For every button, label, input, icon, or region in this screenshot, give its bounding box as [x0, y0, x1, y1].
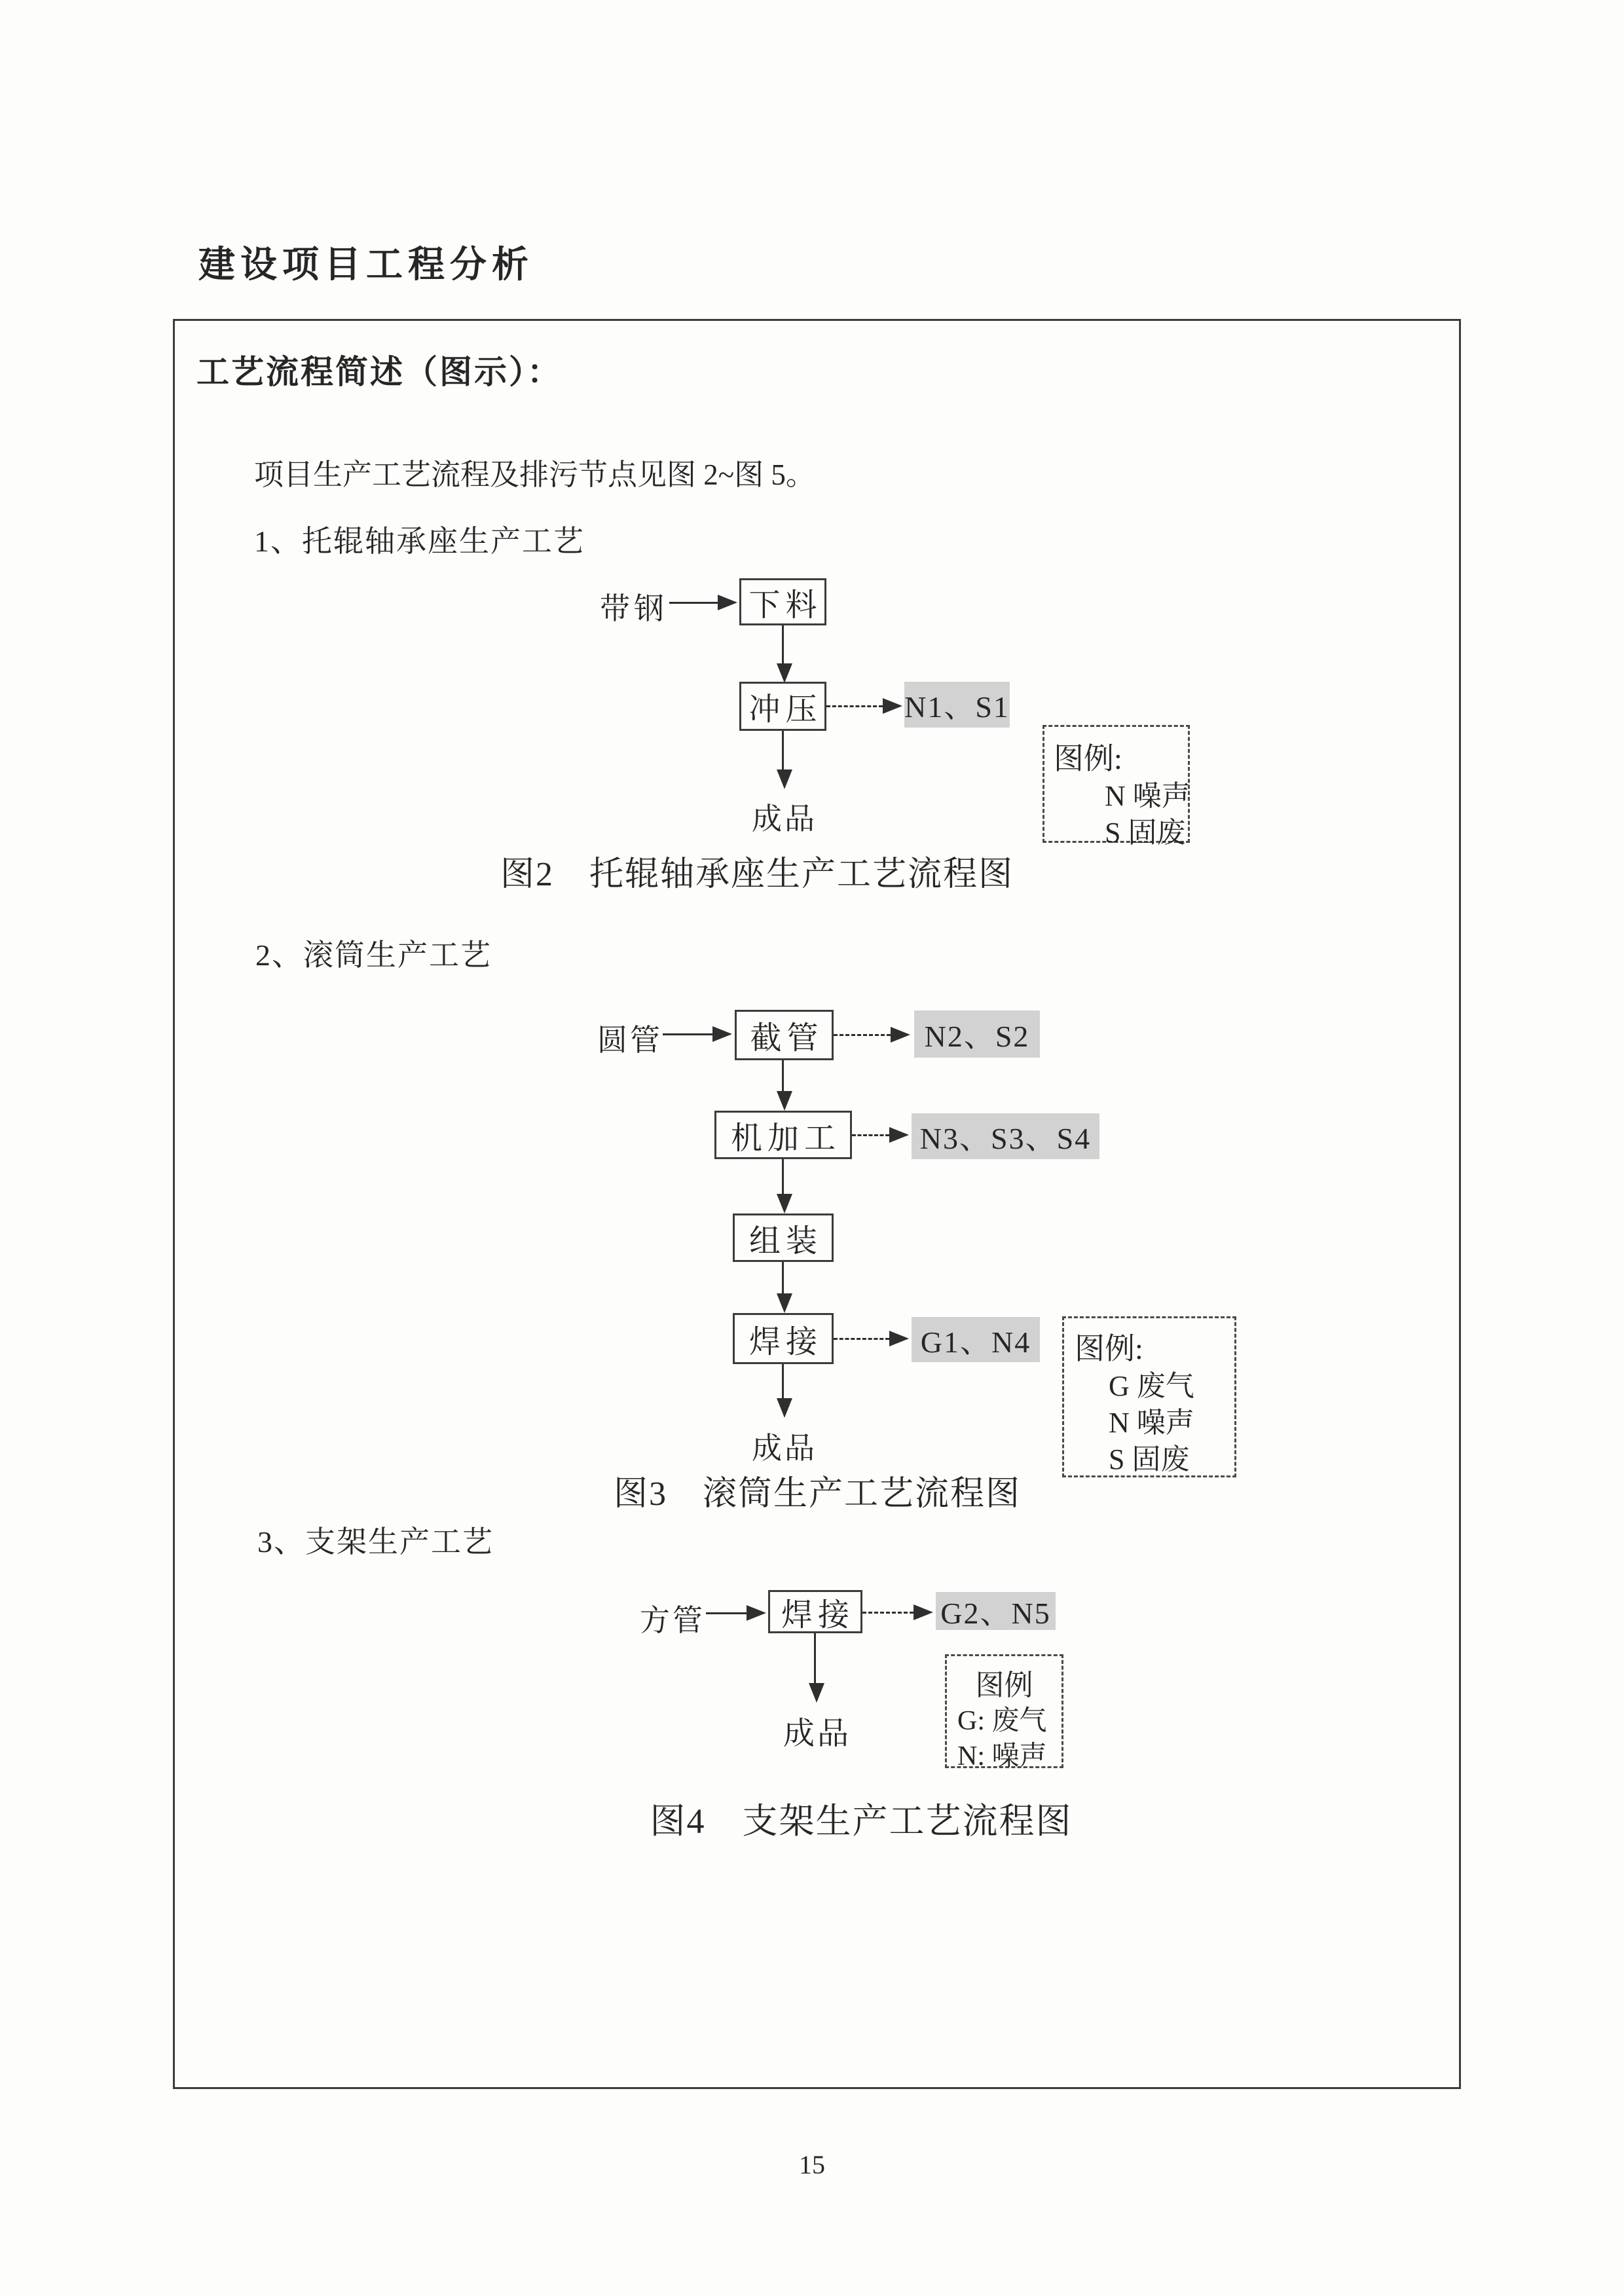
- fig3-arrow-emission3-icon: [834, 1338, 889, 1340]
- fig3-legend: [1062, 1316, 1236, 1477]
- fig3-step-zuzhuang: 组装: [733, 1213, 834, 1262]
- fig3-legend-item-gas: G 废气: [1109, 1370, 1194, 1402]
- fig3-emission-g1n4: G1、N4: [912, 1317, 1040, 1362]
- intro-paragraph: 项目生产工艺流程及排污节点见图 2~图 5。: [254, 458, 815, 491]
- fig4-input-label: 方管: [640, 1604, 705, 1637]
- fig3-legend-title: 图例:: [1075, 1332, 1143, 1365]
- fig2-emission-n1s1: N1、S1: [904, 682, 1010, 728]
- section-heading-3: 3、支架生产工艺: [257, 1525, 494, 1559]
- fig3-legend-item-solid-waste: S 固废: [1109, 1443, 1190, 1475]
- fig4-legend: [945, 1654, 1063, 1771]
- fig3-arrow-down1-icon: [782, 1060, 784, 1091]
- fig4-arrow-input-icon: [706, 1612, 747, 1614]
- fig3-emission-n3s3s4: N3、S3、S4: [912, 1113, 1099, 1159]
- fig3-arrow-down3-icon: [782, 1262, 784, 1293]
- section-heading-2: 2、滚筒生产工艺: [255, 938, 492, 972]
- fig2-arrow-down2-icon: [782, 731, 784, 769]
- panel-heading: 工艺流程简述（图示）：: [196, 354, 562, 390]
- fig3-arrow-input-icon: [663, 1033, 712, 1035]
- fig2-caption: 图2 托辊轴承座生产工艺流程图: [500, 856, 1014, 893]
- fig2-legend-title: 图例:: [1054, 742, 1122, 775]
- fig2-output-label: 成品: [752, 802, 817, 836]
- page-title: 建设项目工程分析: [198, 245, 534, 286]
- fig4-legend-title: 图例: [975, 1669, 1033, 1701]
- fig2-arrow-emission-icon: [826, 705, 883, 707]
- section-heading-1: 1、托辊轴承座生产工艺: [254, 525, 585, 558]
- fig3-step-jijiagong: 机加工: [714, 1111, 852, 1159]
- fig4-output-label: 成品: [783, 1716, 852, 1751]
- fig3-legend-item-noise: N 噪声: [1109, 1407, 1194, 1439]
- fig4-legend-item-gas: G: 废气: [957, 1706, 1047, 1736]
- fig4-step-hanjie: 焊接: [768, 1590, 862, 1633]
- fig3-arrow-down2-icon: [782, 1159, 784, 1194]
- fig3-step-jieguan: 截管: [735, 1010, 834, 1060]
- fig4-arrow-emission-icon: [862, 1612, 913, 1614]
- fig3-caption: 图3 滚筒生产工艺流程图: [613, 1475, 1021, 1513]
- fig2-legend-item-noise: N 噪声: [1105, 780, 1190, 812]
- fig4-emission-g2n5: G2、N5: [936, 1592, 1056, 1630]
- fig4-arrow-down-icon: [814, 1633, 816, 1683]
- fig4-caption: 图4 支架生产工艺流程图: [650, 1802, 1073, 1841]
- fig4-legend-item-noise: N: 噪声: [957, 1741, 1047, 1771]
- fig2-step-chongya: 冲压: [739, 682, 826, 731]
- fig3-arrow-down4-icon: [782, 1364, 784, 1398]
- fig3-output-label: 成品: [752, 1432, 817, 1465]
- fig3-arrow-emission2-icon: [852, 1134, 889, 1136]
- fig3-arrow-emission1-icon: [834, 1034, 891, 1036]
- fig2-input-label: 带钢: [600, 592, 668, 625]
- fig2-arrow-down1-icon: [782, 625, 784, 663]
- page-number: 15: [799, 2150, 825, 2179]
- fig3-step-hanjie: 焊接: [733, 1313, 834, 1364]
- fig2-step-xialiao: 下料: [739, 578, 826, 625]
- fig2-legend-item-solid-waste: S 固废: [1105, 817, 1186, 849]
- fig3-input-label: 圆管: [597, 1024, 663, 1057]
- fig3-emission-n2s2: N2、S2: [914, 1010, 1040, 1058]
- fig2-arrow-input-icon: [669, 602, 718, 604]
- fig2-legend: [1043, 725, 1190, 849]
